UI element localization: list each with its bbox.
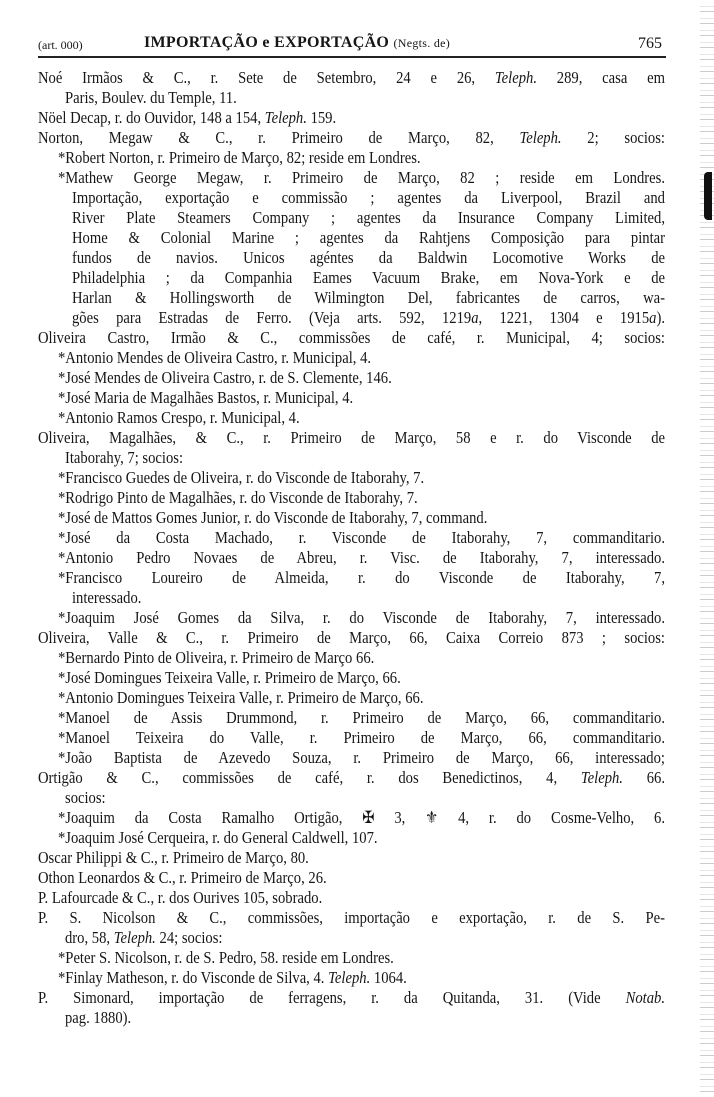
continuation-line: [72, 588, 141, 608]
continuation-line: [72, 208, 665, 228]
continuation-line: [65, 788, 106, 808]
text-segment: Itaborahy, 7; socios:: [65, 448, 184, 467]
partner-line: [58, 168, 665, 188]
text-segment: *José Mendes de Oliveira Castro, r. de S. Clemente, 146.: [58, 368, 392, 387]
partner-line: [58, 388, 353, 408]
partner-line: [58, 568, 665, 588]
partner-line: [58, 348, 371, 368]
continuation-line: [65, 928, 222, 948]
directory-entry-line: [38, 848, 309, 868]
partner-line: [58, 828, 378, 848]
directory-entry-line: [38, 428, 665, 448]
continuation-line: [72, 188, 665, 208]
page-edge-scan-noise: [700, 0, 714, 1097]
directory-entry-line: [38, 988, 665, 1008]
text-segment: *Manoel Teixeira do Valle, r. Primeiro de Março, 66, commanditario.: [58, 728, 665, 747]
text-segment: Oliveira Castro, Irmão & C., commissões de café, r. Municipal, 4; socios:: [38, 328, 665, 347]
text-segment: fundos de navios. Unicos agéntes da Baldwin Locomotive Works de: [72, 248, 665, 267]
text-segment: River Plate Steamers Company ; agentes da Insurance Company Limited,: [72, 208, 665, 227]
text-segment: 24; socios:: [155, 928, 223, 947]
text-segment: *Antonio Mendes de Oliveira Castro, r. Municipal, 4.: [58, 348, 372, 367]
text-segment: *Francisco Loureiro de Almeida, r. do Visconde de Itaborahy, 7,: [58, 568, 665, 587]
partner-line: [58, 508, 487, 528]
text-segment: 159.: [306, 108, 337, 127]
directory-entry-line: [38, 868, 327, 888]
partner-line: [58, 748, 665, 768]
continuation-line: [65, 1008, 131, 1028]
italic-text: Teleph.: [264, 108, 307, 127]
text-segment: *José da Costa Machado, r. Visconde de Itaborahy, 7, commanditario.: [58, 528, 665, 547]
directory-entry-line: [38, 108, 336, 128]
text-segment: *Joaquim da Costa Ramalho Ortigão, ✠ 3, ⚜ 4, r. do Cosme-Velho, 6.: [58, 808, 665, 827]
text-segment: socios:: [65, 788, 106, 807]
partner-line: [58, 468, 424, 488]
text-segment: *José Domingues Teixeira Valle, r. Primeiro de Março, 66.: [58, 668, 401, 687]
partner-line: [58, 668, 401, 688]
text-segment: *Joaquim José Gomes da Silva, r. do Visconde de Itaborahy, 7, interessado.: [58, 608, 665, 627]
text-segment: interessado.: [72, 588, 142, 607]
text-segment: Nöel Decap, r. do Ouvidor, 148 a 154,: [38, 108, 265, 127]
text-segment: *Finlay Matheson, r. do Visconde de Silva, 4.: [58, 968, 329, 987]
text-segment: *Robert Norton, r. Primeiro de Março, 82; reside em Londres.: [58, 148, 421, 167]
partner-line: [58, 528, 665, 548]
text-segment: Othon Leonardos & C., r. Primeiro de Março, 26.: [38, 868, 327, 887]
directory-entry-line: [38, 68, 665, 88]
text-segment: ).: [656, 308, 665, 327]
text-segment: Noé Irmãos & C., r. Sete de Setembro, 24 e 26,: [38, 68, 495, 87]
partner-line: [58, 608, 665, 628]
text-segment: Oliveira, Valle & C., r. Primeiro de Março, 66, Caixa Correio 873 ; socios:: [38, 628, 665, 647]
text-segment: Norton, Megaw & C., r. Primeiro de Março, 82,: [38, 128, 520, 147]
text-segment: Paris, Boulev. du Temple, 11.: [65, 88, 237, 107]
italic-text: Teleph.: [328, 968, 371, 987]
partner-line: [58, 408, 300, 428]
text-segment: 289, casa em: [537, 68, 665, 87]
partner-line: [58, 548, 665, 568]
italic-text: Teleph.: [113, 928, 156, 947]
text-segment: *Mathew George Megaw, r. Primeiro de Março, 82 ; reside em Londres.: [58, 168, 665, 187]
partner-line: [58, 148, 421, 168]
text-segment: *José Maria de Magalhães Bastos, r. Municipal, 4.: [58, 388, 354, 407]
italic-text: Teleph.: [519, 128, 562, 147]
text-segment: *Peter S. Nicolson, r. de S. Pedro, 58. reside em Londres.: [58, 948, 394, 967]
text-segment: Ortigão & C., commissões de café, r. dos Benedictinos, 4,: [38, 768, 581, 787]
text-segment: pag. 1880).: [65, 1008, 132, 1027]
italic-text: a: [649, 308, 657, 327]
partner-line: [58, 728, 665, 748]
italic-text: Notab.: [625, 988, 665, 1007]
text-segment: *Joaquim José Cerqueira, r. do General Caldwell, 107.: [58, 828, 378, 847]
text-segment: *Francisco Guedes de Oliveira, r. do Visconde de Itaborahy, 7.: [58, 468, 425, 487]
partner-line: [58, 708, 665, 728]
text-segment: 2; socios:: [561, 128, 665, 147]
italic-text: Teleph.: [580, 768, 623, 787]
text-segment: dro, 58,: [65, 928, 114, 947]
continuation-line: [72, 268, 665, 288]
directory-entry-line: [38, 768, 665, 788]
ink-blot: [704, 172, 712, 220]
page-number: 765: [638, 35, 662, 52]
section-title: IMPORTAÇÃO e EXPORTAÇÃO: [144, 34, 390, 51]
text-segment: Oliveira, Magalhães, & C., r. Primeiro de Março, 58 e r. do Visconde de: [38, 428, 665, 447]
partner-line: [58, 488, 418, 508]
text-segment: *João Baptista de Azevedo Souza, r. Primeiro de Março, 66, interessado;: [58, 748, 665, 767]
text-segment: Oscar Philippi & C., r. Primeiro de Março, 80.: [38, 848, 309, 867]
partner-line: [58, 648, 374, 668]
text-segment: Harlan & Hollingsworth de Wilmington Del, fabricantes de carros, wa-: [72, 288, 665, 307]
directory-entry-line: [38, 128, 665, 148]
directory-entry-line: [38, 888, 322, 908]
italic-text: a: [471, 308, 479, 327]
continuation-line: [72, 308, 665, 328]
text-segment: P. Lafourcade & C., r. dos Ourives 105, sobrado.: [38, 888, 323, 907]
running-header: [38, 32, 666, 58]
directory-entry-line: [38, 628, 665, 648]
directory-entry-line: [38, 328, 665, 348]
partner-line: [58, 968, 407, 988]
text-segment: 1064.: [370, 968, 407, 987]
partner-line: [58, 688, 424, 708]
partner-line: [58, 808, 665, 828]
article-reference: (art. 000): [38, 38, 83, 52]
continuation-line: [72, 288, 665, 308]
text-segment: *Antonio Domingues Teixeira Valle, r. Primeiro de Março, 66.: [58, 688, 424, 707]
continuation-line: [65, 88, 237, 108]
text-segment: gões para Estradas de Ferro. (Veja arts. 592, 1219: [72, 308, 472, 327]
italic-text: Teleph.: [494, 68, 538, 87]
continuation-line: [72, 248, 665, 268]
page-title: [144, 34, 450, 52]
text-segment: Philadelphia ; da Companhia Eames Vacuum Brake, em Nova-York e de: [72, 268, 665, 287]
section-subtitle: (Negts. de): [393, 36, 451, 50]
partner-line: [58, 948, 394, 968]
text-segment: *Rodrigo Pinto de Magalhães, r. do Visconde de Itaborahy, 7.: [58, 488, 418, 507]
text-segment: *Manoel de Assis Drummond, r. Primeiro de Março, 66, commanditario.: [58, 708, 665, 727]
text-segment: P. Simonard, importação de ferragens, r. da Quitanda, 31. (Vide: [38, 988, 626, 1007]
continuation-line: [65, 448, 183, 468]
continuation-line: [72, 228, 665, 248]
text-segment: *Antonio Ramos Crespo, r. Municipal, 4.: [58, 408, 300, 427]
text-segment: , 1221, 1304 e 1915: [478, 308, 650, 327]
text-segment: *José de Mattos Gomes Junior, r. do Visconde de Itaborahy, 7, command.: [58, 508, 488, 527]
directory-entry-line: [38, 908, 665, 928]
partner-line: [58, 368, 392, 388]
text-segment: *Antonio Pedro Novaes de Abreu, r. Visc. de Itaborahy, 7, interessado.: [58, 548, 665, 567]
text-segment: P. S. Nicolson & C., commissões, importação e exportação, r. de S. Pe-: [38, 908, 665, 927]
text-segment: Home & Colonial Marine ; agentes da Rahtjens Composição para pintar: [72, 228, 665, 247]
text-segment: *Bernardo Pinto de Oliveira, r. Primeiro de Março 66.: [58, 648, 375, 667]
text-segment: Importação, exportação e commissão ; agentes da Liverpool, Brazil and: [72, 188, 665, 207]
text-segment: 66.: [622, 768, 665, 787]
